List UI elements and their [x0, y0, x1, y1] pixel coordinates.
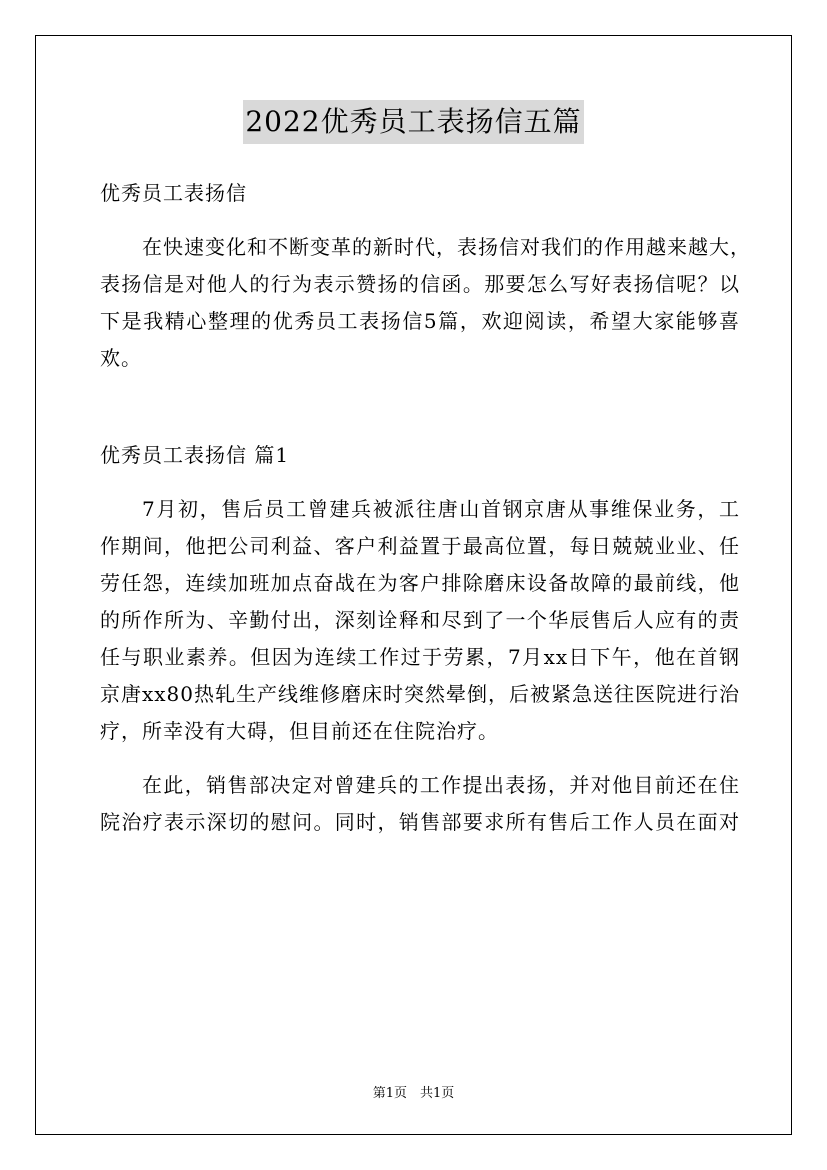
paragraph-2 — [100, 767, 740, 841]
paragraph-line: 的所作所为、辛勤付出，深刻诠释和尽到了一个华辰售后人应有的责 — [100, 608, 740, 632]
intro-line: 表扬信是对他人的行为表示赞扬的信函。那要怎么写好表扬信呢？以 — [100, 272, 740, 296]
page-footer — [0, 1082, 827, 1101]
document-body — [100, 175, 751, 841]
paragraph-line: 京唐xx80热轧生产线维修磨床时突然晕倒，后被紧急送往医院进行治 — [100, 682, 741, 706]
document-title-wrapper — [0, 100, 827, 144]
heading-part-1: 优秀员工表扬信 篇1 — [100, 443, 290, 467]
paragraph-line: 疗，所幸没有大碍，但目前还在住院治疗。 — [100, 719, 499, 743]
paragraph-line: 院治疗表示深切的慰问。同时，销售部要求所有售后工作人员在面对 — [100, 810, 740, 834]
intro-line: 欢。 — [100, 346, 142, 370]
document-title: 2022优秀员工表扬信五篇 — [243, 100, 583, 144]
paragraph-line: 7月初，售后员工曾建兵被派往唐山首钢京唐从事维保业务，工 — [142, 497, 740, 521]
paragraph-line: 劳任怨，连续加班加点奋战在为客户排除磨床设备故障的最前线，他 — [100, 571, 740, 595]
intro-paragraph — [100, 229, 751, 377]
paragraph-line: 在此，销售部决定对曾建兵的工作提出表扬，并对他目前还在住 — [142, 773, 740, 797]
intro-line: 下是我精心整理的优秀员工表扬信5篇，欢迎阅读，希望大家能够喜 — [100, 309, 740, 333]
page-number: 第1页 共1页 — [372, 1086, 455, 1101]
paragraph-1 — [100, 491, 740, 750]
paragraph-line: 任与职业素养。但因为连续工作过于劳累，7月xx日下午，他在首钢 — [100, 645, 740, 669]
heading-intro: 优秀员工表扬信 — [100, 181, 247, 205]
intro-line: 在快速变化和不断变革的新时代，表扬信对我们的作用越来越大， — [142, 235, 751, 259]
paragraph-line: 作期间，他把公司利益、客户利益置于最高位置，每日兢兢业业、任 — [100, 534, 740, 558]
